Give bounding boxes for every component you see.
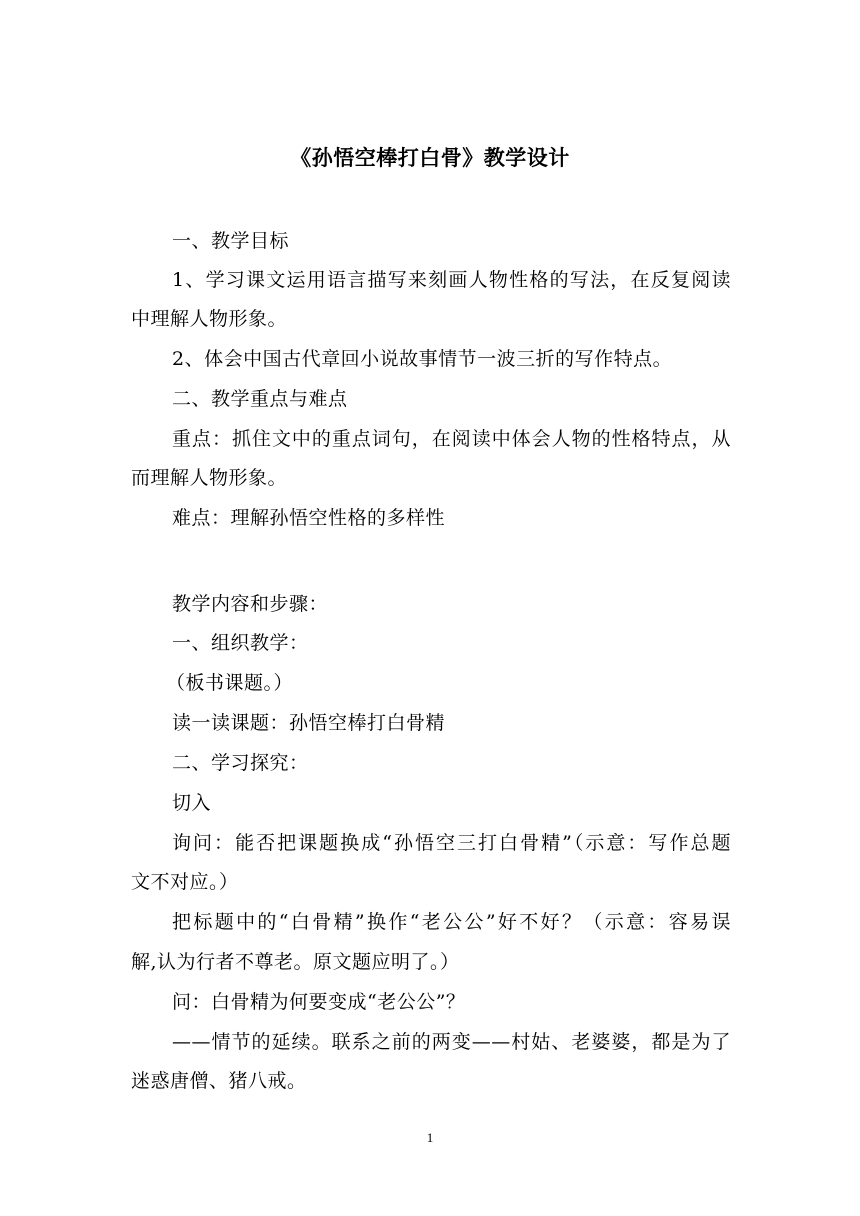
section-heading-objectives: 一、教学目标 (172, 230, 290, 252)
paragraph-line: 难点：理解孙悟空性格的多样性 (172, 507, 446, 529)
paragraph-line: 把标题中的“白骨精”换作“老公公”好不好？（示意：容易误 (172, 911, 731, 933)
paragraph-line: ——情节的延续。联系之前的两变——村姑、老婆婆，都是为了 (172, 1031, 731, 1053)
paragraph-line: 重点：抓住文中的重点词句，在阅读中体会人物的性格特点，从 (172, 428, 731, 450)
section-heading-organize: 一、组织教学： (172, 632, 309, 654)
paragraph-line: 而理解人物形象。 (131, 467, 288, 489)
paragraph-line: 读一读课题：孙悟空棒打白骨精 (172, 712, 446, 734)
paragraph-line: 解,认为行者不尊老。原文题应明了。） (131, 951, 460, 973)
paragraph-line: 中理解人物形象。 (131, 308, 288, 330)
document-title: 《孙悟空棒打白骨》教学设计 (290, 146, 570, 170)
paragraph-line: 2、体会中国古代章回小说故事情节一波三折的写作特点。 (172, 348, 673, 370)
page-number: 1 (426, 1130, 434, 1145)
paragraph-line: （板书课题。） (166, 672, 294, 694)
paragraph-line: 文不对应。） (131, 871, 239, 893)
paragraph-line: 迷惑唐僧、猪八戒。 (131, 1070, 307, 1092)
paragraph-line: 1、学习课文运用语言描写来刻画人物性格的写法，在反复阅读 (172, 269, 731, 291)
section-heading-explore: 二、学习探究： (172, 752, 309, 774)
paragraph-line: 问：白骨精为何要变成“老公公”？ (172, 991, 466, 1013)
paragraph-line: 切入 (172, 792, 212, 814)
paragraph-line: 询问：能否把课题换成“孙悟空三打白骨精”（示意：写作总题 (172, 832, 731, 854)
section-heading-key-points: 二、教学重点与难点 (172, 388, 348, 410)
section-heading-content: 教学内容和步骤： (172, 593, 329, 615)
